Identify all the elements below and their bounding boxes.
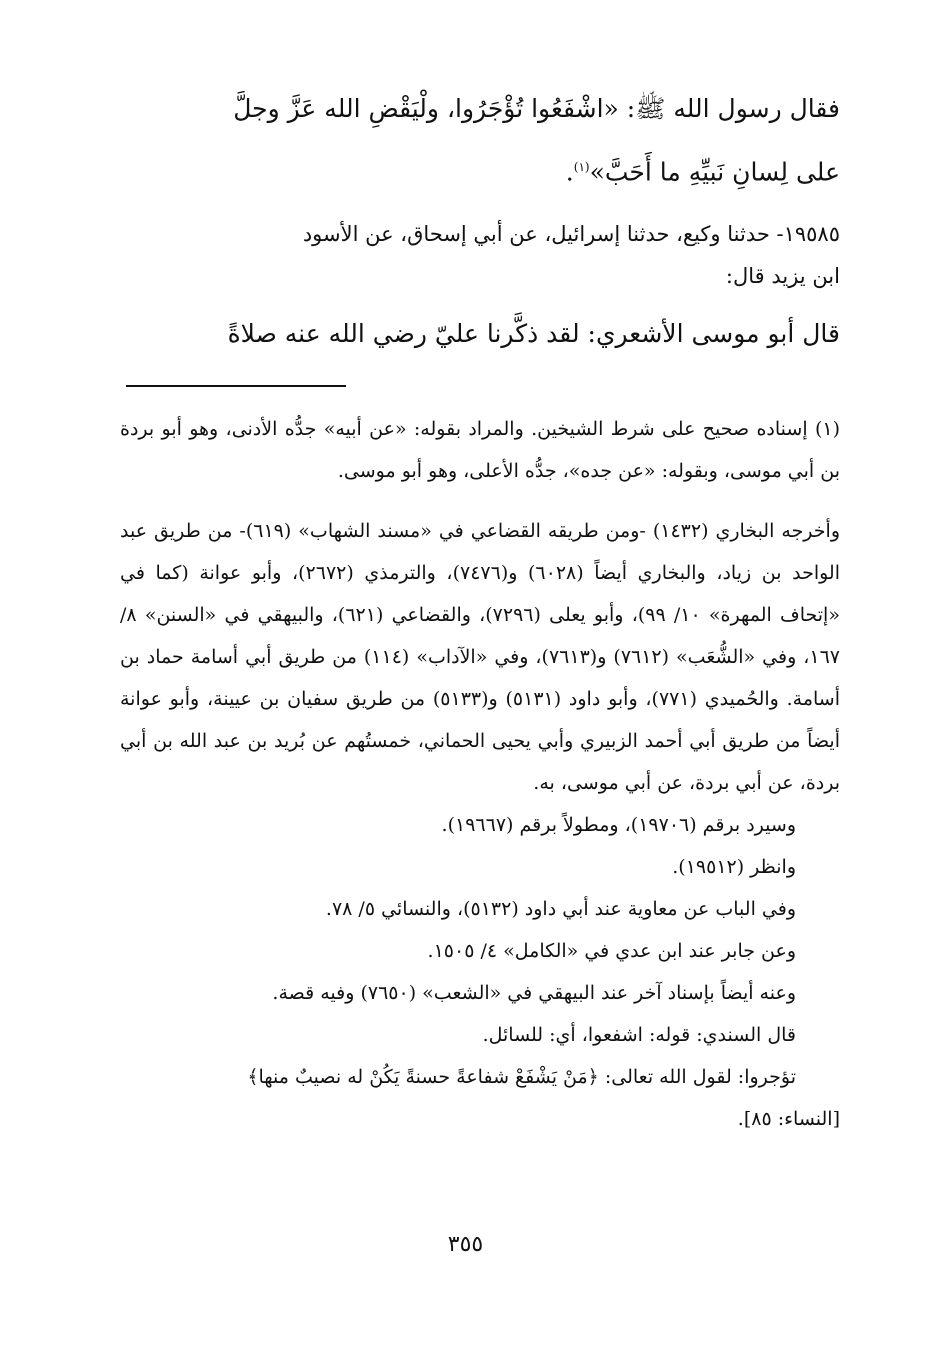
main-text (120, 80, 840, 363)
footnote-paragraph: وسيرد برقم (١٩٧٠٦)، ومطولاً برقم (١٩٦٦٧). (441, 814, 796, 836)
footnote-paragraph: وعنه أيضاً بإسناد آخر عند البيهقي في «الشعب» (٧٦٥٠) وفيه قصة. (272, 982, 796, 1004)
main-text-fragment: . (565, 157, 574, 187)
footnote-divider (126, 385, 346, 387)
footnote-paragraph: (١) إسناده صحيح على شرط الشيخين. والمراد بقوله: «عن أبيه» جدُّه الأدنى، وهو أبو بردة بن أبي موسى، وبقوله: «عن جده»، جدُّه الأعلى، وهو أبو موسى. (120, 418, 840, 482)
footnote-reference: (١) (573, 160, 590, 174)
page-number: ٣٥٥ (447, 1232, 484, 1257)
footnotes (120, 408, 840, 1140)
footnote-paragraph: [النساء: ٨٥]. (737, 1108, 840, 1130)
main-text-line: قال أبو موسى الأشعري: لقد ذكَّرنا عليّ رضي الله عنه صلاةً (227, 319, 840, 349)
footnote-paragraph: وعن جابر عند ابن عدي في «الكامل» ٤/ ١٥٠٥. (427, 940, 796, 962)
main-text-line (120, 138, 840, 201)
main-text-line: فقال رسول الله ﷺ: «اشْفَعُوا تُؤْجَرُوا، ولْيَقْضِ الله عَزَّ وجلَّ (233, 94, 840, 123)
footnote-paragraph: وفي الباب عن معاوية عند أبي داود (٥١٣٢)، والنسائي ٥/ ٧٨. (325, 898, 796, 920)
footnote-paragraph: تؤجروا: لقول الله تعالى: ﴿مَنْ يَشْفَعْ شفاعةً حسنةً يَكُنْ له نصيبٌ منها﴾ (247, 1066, 796, 1088)
footnote-paragraph: وأخرجه البخاري (١٤٣٢) -ومن طريقه القضاعي في «مسند الشهاب» (٦١٩)- من طريق عبد الواحد بن زياد، والبخاري أيضاً (٦٠٢٨) و(٧٤٧٦)، والترمذي (٢٦٧٢)، وأبو عوانة (كما في «إتحاف المهرة» ١٠/ ٩٩)، وأبو يعلى (٧٢٩٦)، والقضاعي (٦٢١)، والبيهقي في «السنن» ٨/ ١٦٧، وفي «الشُّعَب» (٧٦١٢) و(٧٦١٣)، وفي «الآداب» (١١٤) من طريق أبي أسامة حماد بن أسامة. والحُميدي (٧٧١)، وأبو داود (٥١٣١) و(٥١٣٣) من طريق سفيان بن عيينة، وأبو عوانة أيضاً من طريق أبي أحمد الزبيري وأبي يحيى الحماني، خمستُهم عن بُريد بن عبد الله بن أبي بردة، عن أبي بردة، عن أبي موسى، به. (120, 520, 840, 794)
main-text-fragment: على لِسانِ نَبيِّهِ ما أَحَبَّ» (589, 157, 840, 187)
hadith-number-line: ١٩٥٨٥- حدثنا وكيع، حدثنا إسرائيل، عن أبي إسحاق، عن الأسود (302, 222, 840, 247)
hadith-chain-line: ابن يزيد قال: (725, 264, 840, 289)
footnote-paragraph: قال السندي: قوله: اشفعوا، أي: للسائل. (482, 1024, 796, 1046)
footnote-paragraph: وانظر (١٩٥١٢). (672, 856, 796, 878)
